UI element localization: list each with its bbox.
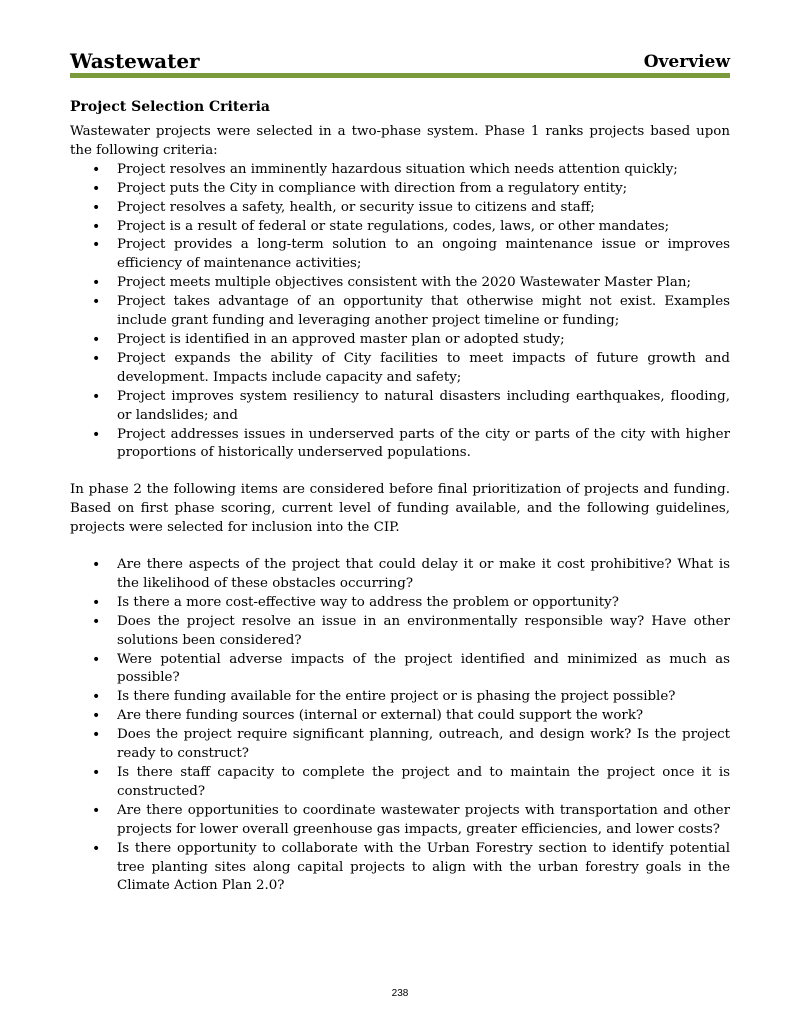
list-item: • Is there opportunity to collaborate with the Urban Forestry section to identify potential tree planting sites along capital projects to align with the urban forestry goals in the Climate Action Plan 2.0?: [70, 840, 730, 897]
list-item: • Are there funding sources (internal or external) that could support the work?: [70, 707, 730, 726]
phase2-paragraph: In phase 2 the following items are considered before final prioritization of projects and funding. Based on first phase scoring, current level of funding available, and the following guidelines, projects were selected for inclusion into the CIP.: [70, 482, 730, 536]
list-item: • Is there staff capacity to complete the project and to maintain the project once it is constructed?: [70, 764, 730, 802]
page-header: [70, 47, 730, 73]
phase1-criteria-list: [70, 161, 730, 464]
list-item: • Is there a more cost-effective way to address the problem or opportunity?: [70, 594, 730, 613]
list-item: • Project is a result of federal or state regulations, codes, laws, or other mandates;: [70, 218, 730, 237]
page-title: Wastewater: [70, 49, 200, 73]
list-item: • Project resolves an imminently hazardous situation which needs attention quickly;: [70, 161, 730, 180]
header-rule: [70, 73, 730, 78]
main-content: [70, 97, 730, 896]
list-item: • Project provides a long-term solution to an ongoing maintenance issue or improves efficiency of maintenance activities;: [70, 236, 730, 274]
list-item: • Project resolves a safety, health, or security issue to citizens and staff;: [70, 199, 730, 218]
phase2-guidelines-list: [70, 556, 730, 896]
list-item: • Are there opportunities to coordinate wastewater projects with transportation and other projects for lower overall greenhouse gas impacts, greater efficiencies, and lower costs?: [70, 802, 730, 840]
list-item: • Project expands the ability of City facilities to meet impacts of future growth and development. Impacts include capacity and safety;: [70, 350, 730, 388]
section-label: Overview: [643, 52, 730, 72]
list-item: • Project is identified in an approved master plan or adopted study;: [70, 331, 730, 350]
intro-paragraph: Wastewater projects were selected in a two-phase system. Phase 1 ranks projects based upon the following criteria:: [70, 124, 730, 158]
list-item: • Project improves system resiliency to natural disasters including earthquakes, flooding, or landslides; and: [70, 388, 730, 426]
section-heading: Project Selection Criteria: [70, 99, 270, 115]
list-item: • Project addresses issues in underserved parts of the city or parts of the city with higher proportions of historically underserved populations.: [70, 426, 730, 464]
list-item: • Does the project require significant planning, outreach, and design work? Is the project ready to construct?: [70, 726, 730, 764]
page-number: 238: [391, 988, 409, 999]
list-item: • Project meets multiple objectives consistent with the 2020 Wastewater Master Plan;: [70, 274, 730, 293]
list-item: • Is there funding available for the entire project or is phasing the project possible?: [70, 688, 730, 707]
list-item: • Project takes advantage of an opportunity that otherwise might not exist. Examples include grant funding and leveraging another project timeline or funding;: [70, 293, 730, 331]
list-item: • Project puts the City in compliance with direction from a regulatory entity;: [70, 180, 730, 199]
list-item: • Were potential adverse impacts of the project identified and minimized as much as possible?: [70, 651, 730, 689]
list-item: • Are there aspects of the project that could delay it or make it cost prohibitive? What is the likelihood of these obstacles occurring?: [70, 556, 730, 594]
list-item: • Does the project resolve an issue in an environmentally responsible way? Have other solutions been considered?: [70, 613, 730, 651]
